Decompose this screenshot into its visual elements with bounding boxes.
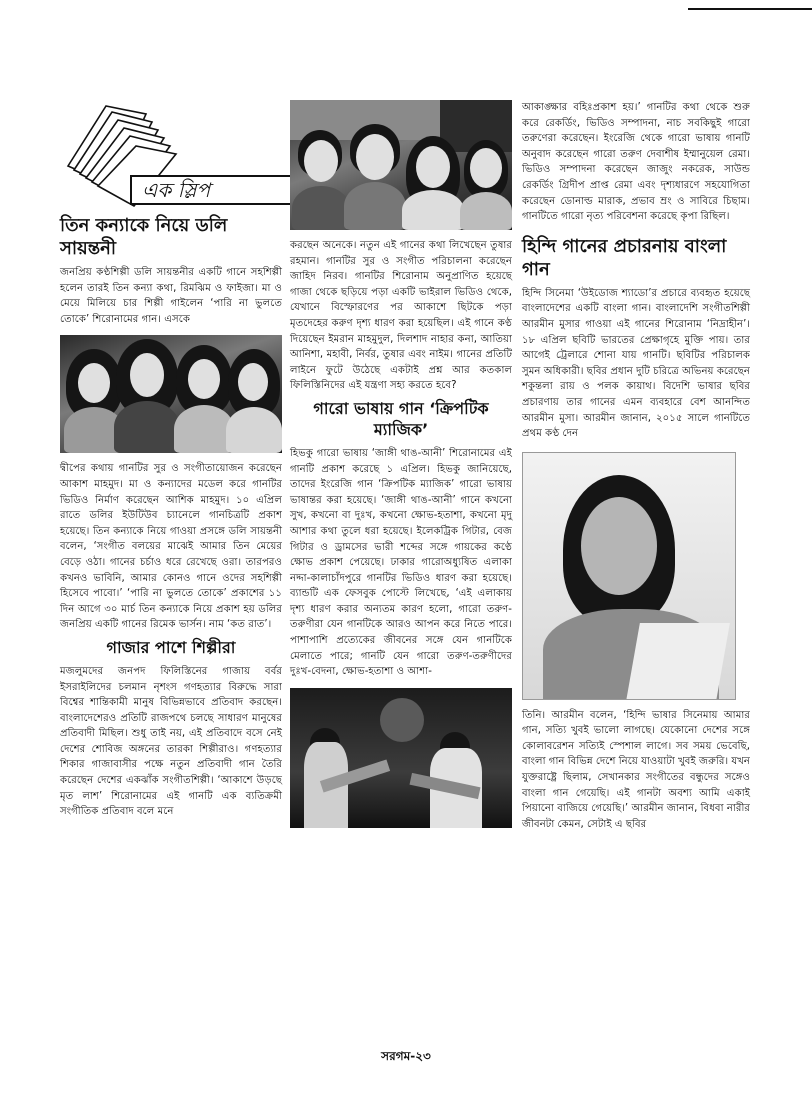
column-3 bbox=[522, 100, 750, 832]
article3-para1: হিভকু গারো ভাষায় ‘জাঙ্গী থাঙ-আনী’ শিরোনামের এই গানটি প্রকাশ করেছে ১ এপ্রিল। হিভকু জানিয়েছে, তাদের ইংরেজি গান ‘ক্রিপটিক ম্যাজিক’ গারো ভাষায় ভাষান্তর করা হয়েছে। ‘জাঙ্গী থাঙ-আনী’ গানে কখনো সুখ, কখনো বা দুঃখ, কখনো ক্ষোভ-হতাশা, কখনো মৃদু আশার কথা তুলে ধরা হয়েছে। ইলেকট্রিক গিটার, বেজ গিটার ও ড্রামসের ভারী শব্দের সঙ্গে গায়কের কণ্ঠে ক্ষোভ প্রকাশ পেয়েছে। ঢাকার গারোঅধ্যুষিত এলাকা নদ্দা-কালাচাঁদপুরে গানটির ভিডিও ধারণ করা হয়েছে। ব্যান্ডটি এক ফেসবুক পোস্টে লিখেছে, ‘এই এলাকায় দৃশ্য ধারণ করার অন্যতম কারণ হলো, গারো তরুণ-তরুণীরা যেন গানটিকে আরও আপন করে নিতে পারে। পাশাপাশি প্রত্যেকের জীবনের সঙ্গে যেন গানটিকে মেলাতে পারে; গানটি যেন গারো তরুণ-তরুণীদের দুঃখ-বেদনা, ক্ষোভ-হতাশা ও আশা- bbox=[290, 447, 512, 678]
section-header bbox=[60, 100, 282, 210]
page-footer: সরগম-২৩ bbox=[381, 1049, 431, 1063]
photo-armeen-musa bbox=[522, 452, 736, 700]
section-label: এক স্লিপ bbox=[130, 175, 338, 205]
photo-band-performing bbox=[290, 688, 512, 828]
article2-headline: গাজার পাশে শিল্পীরা bbox=[106, 637, 236, 657]
column-1 bbox=[60, 100, 282, 820]
article1-para2: দ্বীপের কথায় গানটির সুর ও সংগীতায়োজন করেছেন আকাশ মাহমুদ। মা ও কন্যাদের মডেল করে গানটির ভিডিও নির্মাণ করেছেন আশিক মাহমুদ। ১০ এপ্রিল রাতে ডলির ইউটিউব চ্যানেলে গানচিত্রটি প্রকাশ হয়েছে। তিন কন্যাকে নিয়ে গাওয়া প্রসঙ্গে ডলি সায়ন্তনী বলেন, ‘সংগীত বলয়ের মাঝেই আমার তিন মেয়ের বেড়ে ওঠা। গানের চর্চাও ধরে রেখেছে ওরা। তারপরও কখনও ভাবিনি, আমার কোনও গানে ওদের সহশিল্পী হিসেবে পাবো।’ ‘পারি না ভুলতে তোকে’ প্রকাশের ১১ দিন আগে ৩০ মার্চ তিন কন্যাকে নিয়ে প্রকাশ হয় ডলির জনপ্রিয় একটি গানের রিমেক ভার্সন। নাম ‘কত রাত’। bbox=[60, 463, 282, 631]
article4-para1: হিন্দি সিনেমা ‘উইডোজ শ্যাডো’র প্রচারে ব্যবহৃত হয়েছে বাংলাদেশের একটি বাংলা গান। বাংলাদেশি সংগীতশিল্পী আরমীন মুসার গাওয়া এই গানের শিরোনাম ‘নিদ্রাহীন’। ১৮ এপ্রিল ছবিটি ভারতের প্রেক্ষাগৃহে মুক্তি পায়। তার আগেই ট্রেলারে শোনা যায় গানটি। ছবিটির পরিচালক সুমন অধিকারী। ছবির প্রধান দুটি চরিত্রে অভিনয় করেছেন শকুন্তলা রায় ও পলক কায়াথ। বিদেশি ভাষার ছবির প্রচারণায় তার গানের এমন ব্যবহারে বেশ আনন্দিত আরমীন মুসা। আরমীন জানান, ২০১৫ সালে গানটিতে প্রথম কণ্ঠ দেন bbox=[522, 287, 750, 440]
photo-four-women bbox=[60, 335, 282, 453]
top-rule bbox=[688, 8, 812, 10]
article1-para1: জনপ্রিয় কণ্ঠশিল্পী ডলি সায়ন্তনীর একটি গানে সহশিল্পী হলেন তারই তিন কন্যা কথা, রিমঝিম ও ফাইজা। মা ও মেয়ে মিলিয়ে চার শিল্পী গাইলেন ‘পারি না ভুলতে তোকে’ শিরোনামের গান। এসকে bbox=[60, 267, 282, 325]
article4-para2: তিনি। আরমীন বলেন, ‘হিন্দি ভাষার সিনেমায় আমার গান, সত্যি খুবই ভালো লাগছে। যেকোনো দেশের সঙ্গে কোলাবরেশন সত্যিই স্পেশাল লাগে। সব সময় ভেবেছি, বাংলা গান বিভিন্ন দেশে নিয়ে যাওয়াটা খুবই জরুরি। যখন যুক্তরাষ্ট্রে ছিলাম, সেখানকার সংগীতের বন্ধুদের সঙ্গেও বাংলা গান গেয়েছি। এই গানটা অবশ্য আমি একাই পিয়ানো বাজিয়ে গেয়েছি।’ আরমীন জানান, বিধবা নারীর জীবনটা কেমন, সেটাই এ ছবির bbox=[522, 709, 750, 830]
article4-headline: হিন্দি গানের প্রচারনায় বাংলা গান bbox=[522, 235, 727, 280]
article2-para1: মজলুমদের জনপদ ফিলিস্তিনের গাজায় বর্বর ইসরাইলিদের চলমান নৃশংস গণহত্যার বিরুদ্ধে সারা বিশ্বের শান্তিকামী মানুষ বিভিন্নভাবে প্রতিবাদ করছেন। বাংলাদেশেরও প্রতিটি রাজপথে চলছে সাধারণ মানুষের প্রতিবাদী মিছিল। শুধু তাই নয়, এই প্রতিবাদে বসে নেই দেশের শোবিজ অঙ্গনের তারকা শিল্পীরাও। গণহত্যার শিকার গাজাবাসীর পক্ষে নতুন প্রতিবাদী গান তৈরি করেছেন দেশের একঝাঁক সংগীতশিল্পী। ‘আকাশে উড়ছে মৃত লাশ’ শিরোনামের এই গানটি এক ব্যতিক্রমী সংগীতিক প্রতিবাদ বলে মনে bbox=[60, 665, 282, 818]
column-2 bbox=[290, 100, 512, 828]
article3-para2: আকাঙ্ক্ষার বহিঃপ্রকাশ হয়।’ গানটির কথা থেকে শুরু করে রেকর্ডিং, ভিডিও সম্পাদনা, নাচ সবকিছুই গারো তরুণেরা করেছেন। ইংরেজি থেকে গারো ভাষায় গানটি অনুবাদ করেছেন গারো তরুণ দেবাশীষ ইম্মানুয়েল রেমা। ভিডিও সম্পাদনা করেছেন জাজুং নকরেক, সাউন্ড রেকর্ডিং গ্রিদীপ প্রাপ্ত রেমা এবং দৃশ্যধারণে সহযোগিতা করেছেন ডোনাল্ড মারাক, প্রভাব ম্রং ও সাবিরে চিছাম। গানটিতে গারো নৃত্য পরিবেশনা করেছে কৃপা রিছিল। bbox=[522, 102, 750, 223]
article2-para2: করছেন অনেকে। নতুন এই গানের কথা লিখেছেন তুষার রহমান। গানটির সুর ও সংগীত পরিচালনা করেছেন জাহিদ নিরব। গানটির শিরোনাম অনুপ্রাণিত হয়েছে গাজা থেকে ছড়িয়ে পড়া একটি ভাইরাল ভিডিও থেকে, যেখানে বিস্ফোরণের পর আকাশে ছিটকে পড়া মৃতদেহের করুণ দৃশ্য ধারণ করা হয়েছিল। এই গানে কণ্ঠ দিয়েছেন ইমরান মাহমুদুল, দিলশাদ নাহার কনা, আতিয়া আনিশা, মহাবী, নির্বর, তুষার এবং নাইম। গানের প্রতিটি লাইনে ফুটে উঠেছে একটাই প্রশ্ন আর কতকাল ফিলিস্তিনিদের এই যন্ত্রণা সহ্য করতে হবে? bbox=[290, 240, 512, 392]
article3-headline: গারো ভাষায় গান ‘ক্রিপটিক ম্যাজিক’ bbox=[313, 398, 489, 439]
photo-gaza-singers bbox=[290, 100, 512, 230]
article1-headline: তিন কন্যাকে নিয়ে ডলি সায়ন্তনী bbox=[60, 215, 228, 259]
